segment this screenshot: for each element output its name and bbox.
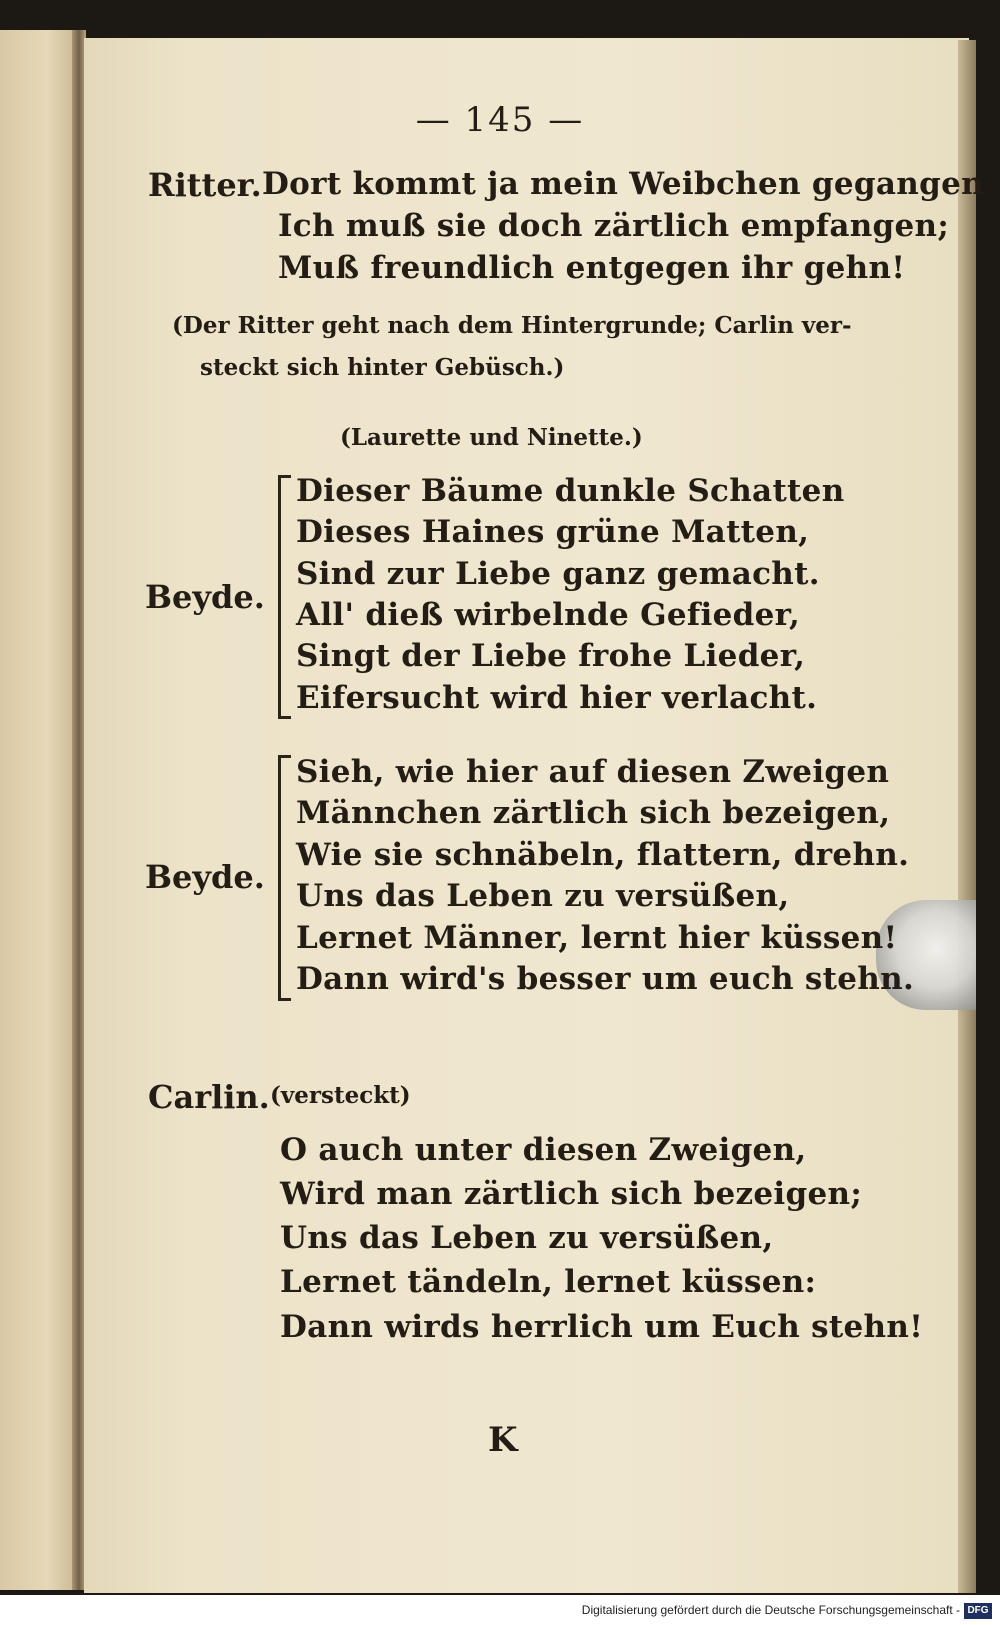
carlin-line-4: Lernet tändeln, lernet küssen: xyxy=(280,1264,817,1300)
speaker-beyde-1: Beyde. xyxy=(145,578,265,616)
beyde2-line-3: Wie sie schnäbeln, flattern, drehn. xyxy=(296,837,910,873)
page-stack-edge xyxy=(958,40,976,1593)
speaker-carlin: Carlin. xyxy=(148,1078,270,1116)
beyde2-line-4: Uns das Leben zu versüßen, xyxy=(296,878,790,914)
carlin-line-5: Dann wirds herrlich um Euch stehn! xyxy=(280,1309,924,1345)
page-number: — 145 — xyxy=(415,100,585,140)
brace-beyde-1 xyxy=(278,475,291,719)
beyde2-line-2: Männchen zärtlich sich bezeigen, xyxy=(296,795,891,831)
speaker-ritter: Ritter. xyxy=(148,166,262,204)
speaker-beyde-2: Beyde. xyxy=(145,858,265,896)
footer-credit: Digitalisierung gefördert durch die Deutsche Forschungsgemeinschaft - xyxy=(581,1603,960,1617)
ritter-line-3: Muß freundlich entgegen ihr gehn! xyxy=(278,250,906,286)
beyde1-line-6: Eifersucht wird hier verlacht. xyxy=(296,680,818,716)
ritter-line-2: Ich muß sie doch zärtlich empfangen; xyxy=(278,208,950,244)
beyde2-line-5: Lernet Männer, lernt hier küssen! xyxy=(296,920,898,956)
beyde2-line-1: Sieh, wie hier auf diesen Zweigen xyxy=(296,754,890,790)
beyde1-line-3: Sind zur Liebe ganz gemacht. xyxy=(296,556,820,592)
beyde1-line-5: Singt der Liebe frohe Lieder, xyxy=(296,638,806,674)
footer-bar xyxy=(0,1595,1000,1625)
scene-heading: (Laurette und Ninette.) xyxy=(340,424,643,451)
beyde1-line-4: All' dieß wirbelnde Gefieder, xyxy=(296,597,801,633)
signature-mark: K xyxy=(488,1420,518,1460)
carlin-line-2: Wird man zärtlich sich bezeigen; xyxy=(280,1176,863,1212)
left-page-edge xyxy=(0,30,78,1590)
carlin-aside: (versteckt) xyxy=(270,1082,411,1109)
stage-direction-line-2: steckt sich hinter Gebüsch.) xyxy=(200,354,565,381)
beyde2-line-6: Dann wird's besser um euch stehn. xyxy=(296,961,915,997)
carlin-line-1: O auch unter diesen Zweigen, xyxy=(280,1132,807,1168)
stage-direction-line-1: (Der Ritter geht nach dem Hintergrunde; Carlin ver- xyxy=(172,312,852,339)
ritter-line-1: Dort kommt ja mein Weibchen gegangen xyxy=(262,166,984,202)
beyde1-line-2: Dieses Haines grüne Matten, xyxy=(296,514,810,550)
brace-beyde-2 xyxy=(278,755,291,1001)
beyde1-line-1: Dieser Bäume dunkle Schatten xyxy=(296,473,845,509)
dfg-logo: DFG xyxy=(964,1603,992,1619)
carlin-line-3: Uns das Leben zu versüßen, xyxy=(280,1220,774,1256)
